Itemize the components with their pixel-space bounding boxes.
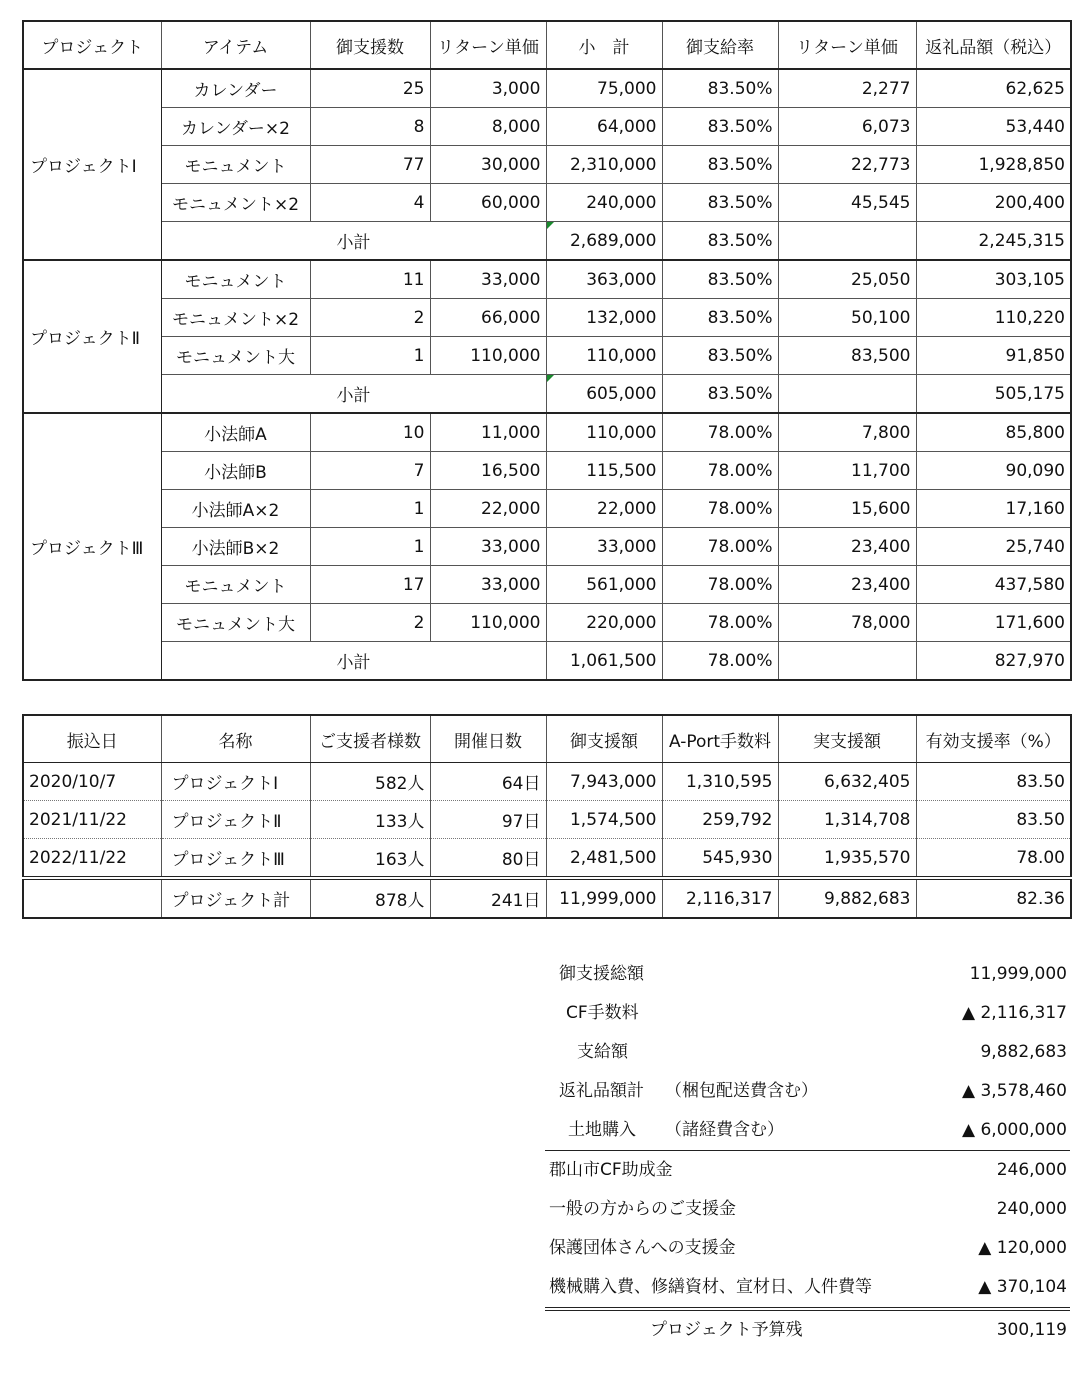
cell-net: 1,935,570 xyxy=(778,839,916,879)
transfer-row xyxy=(23,763,1071,801)
cell-rate: 83.50% xyxy=(662,337,778,375)
cell-amount: 303,105 xyxy=(916,260,1071,299)
cell-date: 2020/10/7 xyxy=(23,763,161,801)
subtotal-value: 2,689,000 xyxy=(546,222,662,261)
cell-unit: 3,000 xyxy=(430,69,546,108)
summary-gift-total: 返礼品額計 （梱包配送費含む） ▲ 3,578,460 xyxy=(559,1081,1067,1101)
subtotal-rate: 78.00% xyxy=(662,642,778,681)
cell-count: 25 xyxy=(310,69,430,108)
return-row xyxy=(23,108,1071,146)
cell-subtotal: 110,000 xyxy=(546,337,662,375)
cell-amount: 91,850 xyxy=(916,337,1071,375)
header-cell: プロジェクト xyxy=(23,21,161,69)
cell-ret-unit: 25,050 xyxy=(778,260,916,299)
cell-ret-unit: 7,800 xyxy=(778,413,916,452)
subtotal-value: 1,061,500 xyxy=(546,642,662,681)
cell-rate: 78.00 xyxy=(916,839,1071,879)
cell-item: モニュメント大 xyxy=(161,604,310,642)
transfer-table xyxy=(22,714,1072,919)
subtotal-label: 小計 xyxy=(161,375,546,414)
return-row xyxy=(23,490,1071,528)
transfer-row xyxy=(23,801,1071,839)
cell-unit: 110,000 xyxy=(430,337,546,375)
subtotal-amount: 505,175 xyxy=(916,375,1071,414)
total-days: 241日 xyxy=(430,878,546,918)
cell-unit: 33,000 xyxy=(430,260,546,299)
cell-amount: 437,580 xyxy=(916,566,1071,604)
return-row xyxy=(23,413,1071,452)
subtotal-amount: 2,245,315 xyxy=(916,222,1071,261)
cell-count: 4 xyxy=(310,184,430,222)
budget-summary xyxy=(545,955,1070,1350)
cell-ret-unit: 23,400 xyxy=(778,566,916,604)
header-cell: リターン単価 xyxy=(430,21,546,69)
transfer-total-row xyxy=(23,878,1071,918)
cell-rate: 83.50 xyxy=(916,801,1071,839)
header-cell: 振込日 xyxy=(23,715,161,763)
summary-total-support: 御支援総額 11,999,000 xyxy=(559,964,1067,984)
cell-rate: 83.50% xyxy=(662,260,778,299)
subtotal-rate: 83.50% xyxy=(662,375,778,414)
cell-subtotal: 132,000 xyxy=(546,299,662,337)
cell-subtotal: 110,000 xyxy=(546,413,662,452)
cell-subtotal: 220,000 xyxy=(546,604,662,642)
return-row xyxy=(23,299,1071,337)
cell-amount: 200,400 xyxy=(916,184,1071,222)
cell-count: 1 xyxy=(310,337,430,375)
return-row xyxy=(23,260,1071,299)
cell-name: プロジェクトⅢ xyxy=(161,839,310,879)
subtotal-value: 605,000 xyxy=(546,375,662,414)
cell-unit: 30,000 xyxy=(430,146,546,184)
cell-count: 11 xyxy=(310,260,430,299)
total-net: 9,882,683 xyxy=(778,878,916,918)
cell-ret-unit: 23,400 xyxy=(778,528,916,566)
project-name: プロジェクトⅠ xyxy=(23,69,161,260)
cell-amount: 17,160 xyxy=(916,490,1071,528)
cell-count: 2 xyxy=(310,299,430,337)
cell-item: モニュメント×2 xyxy=(161,299,310,337)
cell-item: モニュメント xyxy=(161,260,310,299)
cell-amount: 62,625 xyxy=(916,69,1071,108)
cell-subtotal: 240,000 xyxy=(546,184,662,222)
cell-name: プロジェクトⅠ xyxy=(161,763,310,801)
cell-subtotal: 22,000 xyxy=(546,490,662,528)
cell-item: モニュメント xyxy=(161,146,310,184)
cell-ret-unit: 22,773 xyxy=(778,146,916,184)
header-cell: 御支援額 xyxy=(546,715,662,763)
cell-supporters: 163人 xyxy=(310,839,430,879)
header-cell: 名称 xyxy=(161,715,310,763)
cell-item: カレンダー xyxy=(161,69,310,108)
cell-unit: 33,000 xyxy=(430,528,546,566)
cell-amount: 7,943,000 xyxy=(546,763,662,801)
subtotal-rate: 83.50% xyxy=(662,222,778,261)
cell-rate: 78.00% xyxy=(662,490,778,528)
cell-unit: 8,000 xyxy=(430,108,546,146)
cell-count: 7 xyxy=(310,452,430,490)
cell-amount: 171,600 xyxy=(916,604,1071,642)
return-row xyxy=(23,566,1071,604)
cell-unit: 33,000 xyxy=(430,566,546,604)
cell-ret-unit: 11,700 xyxy=(778,452,916,490)
cell-unit: 110,000 xyxy=(430,604,546,642)
cell-subtotal: 64,000 xyxy=(546,108,662,146)
cell-amount: 2,481,500 xyxy=(546,839,662,879)
cell-ret-unit: 45,545 xyxy=(778,184,916,222)
cell-item: 小法師A xyxy=(161,413,310,452)
cell-unit: 22,000 xyxy=(430,490,546,528)
cell-count: 2 xyxy=(310,604,430,642)
cell-ret-unit: 2,277 xyxy=(778,69,916,108)
cell-net: 6,632,405 xyxy=(778,763,916,801)
summary-group-support: 保護団体さんへの支援金 ▲ 120,000 xyxy=(549,1238,1067,1258)
subtotal-label: 小計 xyxy=(161,222,546,261)
empty-cell xyxy=(778,222,916,261)
cell-rate: 83.50% xyxy=(662,69,778,108)
cell-subtotal: 75,000 xyxy=(546,69,662,108)
cell-subtotal: 363,000 xyxy=(546,260,662,299)
cell-days: 80日 xyxy=(430,839,546,879)
cell-ret-unit: 6,073 xyxy=(778,108,916,146)
cell-supporters: 582人 xyxy=(310,763,430,801)
cell-subtotal: 33,000 xyxy=(546,528,662,566)
cell-amount: 110,220 xyxy=(916,299,1071,337)
cell-date: 2021/11/22 xyxy=(23,801,161,839)
return-cost-table xyxy=(22,20,1072,681)
summary-public-support: 一般の方からのご支援金 240,000 xyxy=(549,1199,1067,1219)
cell-amount: 85,800 xyxy=(916,413,1071,452)
cell-amount: 90,090 xyxy=(916,452,1071,490)
cell-fee: 259,792 xyxy=(662,801,778,839)
cell-item: モニュメント xyxy=(161,566,310,604)
header-cell: 実支援額 xyxy=(778,715,916,763)
cell-rate: 83.50% xyxy=(662,184,778,222)
subtotal-amount: 827,970 xyxy=(916,642,1071,681)
cell-rate: 78.00% xyxy=(662,604,778,642)
cell-rate: 78.00% xyxy=(662,566,778,604)
cell-rate: 78.00% xyxy=(662,452,778,490)
return-row xyxy=(23,452,1071,490)
total-amount: 11,999,000 xyxy=(546,878,662,918)
header-cell: 開催日数 xyxy=(430,715,546,763)
cell-name: プロジェクトⅡ xyxy=(161,801,310,839)
cell-days: 64日 xyxy=(430,763,546,801)
cell-count: 77 xyxy=(310,146,430,184)
cell-count: 17 xyxy=(310,566,430,604)
summary-land: 土地購入 （諸経費含む） ▲ 6,000,000 xyxy=(545,1111,1070,1151)
cell-subtotal: 115,500 xyxy=(546,452,662,490)
return-row xyxy=(23,604,1071,642)
header-cell: アイテム xyxy=(161,21,310,69)
cell-item: 小法師A×2 xyxy=(161,490,310,528)
summary-remaining: プロジェクト予算残 300,119 xyxy=(650,1320,1067,1340)
cell-supporters: 133人 xyxy=(310,801,430,839)
cell-ret-unit: 78,000 xyxy=(778,604,916,642)
cell-rate: 83.50% xyxy=(662,108,778,146)
subtotal-label: 小計 xyxy=(161,642,546,681)
summary-payment: 支給額 9,882,683 xyxy=(577,1042,1067,1062)
cell-subtotal: 561,000 xyxy=(546,566,662,604)
subtotal-row xyxy=(23,222,1071,261)
return-row xyxy=(23,69,1071,108)
total-name: プロジェクト計 xyxy=(161,878,310,918)
header-cell: A-Port手数料 xyxy=(662,715,778,763)
subtotal-row xyxy=(23,375,1071,414)
cell-item: モニュメント大 xyxy=(161,337,310,375)
cell-ret-unit: 83,500 xyxy=(778,337,916,375)
total-date xyxy=(23,878,161,918)
header-cell: 返礼品額（税込） xyxy=(916,21,1071,69)
cell-amount: 1,928,850 xyxy=(916,146,1071,184)
summary-cf-fee: CF手数料 ▲ 2,116,317 xyxy=(566,1003,1067,1023)
return-row xyxy=(23,184,1071,222)
cell-item: カレンダー×2 xyxy=(161,108,310,146)
project-name: プロジェクトⅡ xyxy=(23,260,161,413)
cell-count: 8 xyxy=(310,108,430,146)
return-row xyxy=(23,146,1071,184)
empty-cell xyxy=(778,375,916,414)
cell-net: 1,314,708 xyxy=(778,801,916,839)
total-rate: 82.36 xyxy=(916,878,1071,918)
header-cell: 有効支援率（%） xyxy=(916,715,1071,763)
cell-item: 小法師B xyxy=(161,452,310,490)
empty-cell xyxy=(778,642,916,681)
cell-rate: 83.50% xyxy=(662,146,778,184)
total-supporters: 878人 xyxy=(310,878,430,918)
cell-rate: 78.00% xyxy=(662,413,778,452)
cell-subtotal: 2,310,000 xyxy=(546,146,662,184)
cell-unit: 66,000 xyxy=(430,299,546,337)
cell-amount: 53,440 xyxy=(916,108,1071,146)
cell-count: 1 xyxy=(310,528,430,566)
cell-count: 10 xyxy=(310,413,430,452)
cell-amount: 1,574,500 xyxy=(546,801,662,839)
header-cell: 御支援数 xyxy=(310,21,430,69)
cell-rate: 83.50% xyxy=(662,299,778,337)
summary-equipment: 機械購入費、修繕資材、宣材日、人件費等 ▲ 370,104 xyxy=(545,1268,1070,1311)
cell-rate: 83.50 xyxy=(916,763,1071,801)
header-cell: ご支援者様数 xyxy=(310,715,430,763)
header-cell: 御支給率 xyxy=(662,21,778,69)
subtotal-row xyxy=(23,642,1071,681)
cell-item: 小法師B×2 xyxy=(161,528,310,566)
project-name: プロジェクトⅢ xyxy=(23,413,161,680)
cell-ret-unit: 50,100 xyxy=(778,299,916,337)
cell-item: モニュメント×2 xyxy=(161,184,310,222)
summary-city-grant: 郡山市CF助成金 246,000 xyxy=(549,1160,1067,1180)
total-fee: 2,116,317 xyxy=(662,878,778,918)
header-cell: 小 計 xyxy=(546,21,662,69)
header-cell: リターン単価 xyxy=(778,21,916,69)
transfer-row xyxy=(23,839,1071,879)
cell-date: 2022/11/22 xyxy=(23,839,161,879)
cell-unit: 16,500 xyxy=(430,452,546,490)
return-row xyxy=(23,337,1071,375)
cell-fee: 545,930 xyxy=(662,839,778,879)
cell-days: 97日 xyxy=(430,801,546,839)
cell-rate: 78.00% xyxy=(662,528,778,566)
cell-unit: 60,000 xyxy=(430,184,546,222)
cell-count: 1 xyxy=(310,490,430,528)
return-table-header xyxy=(23,21,1071,69)
cell-amount: 25,740 xyxy=(916,528,1071,566)
transfer-table-header xyxy=(23,715,1071,763)
cell-fee: 1,310,595 xyxy=(662,763,778,801)
cell-ret-unit: 15,600 xyxy=(778,490,916,528)
return-row xyxy=(23,528,1071,566)
cell-unit: 11,000 xyxy=(430,413,546,452)
